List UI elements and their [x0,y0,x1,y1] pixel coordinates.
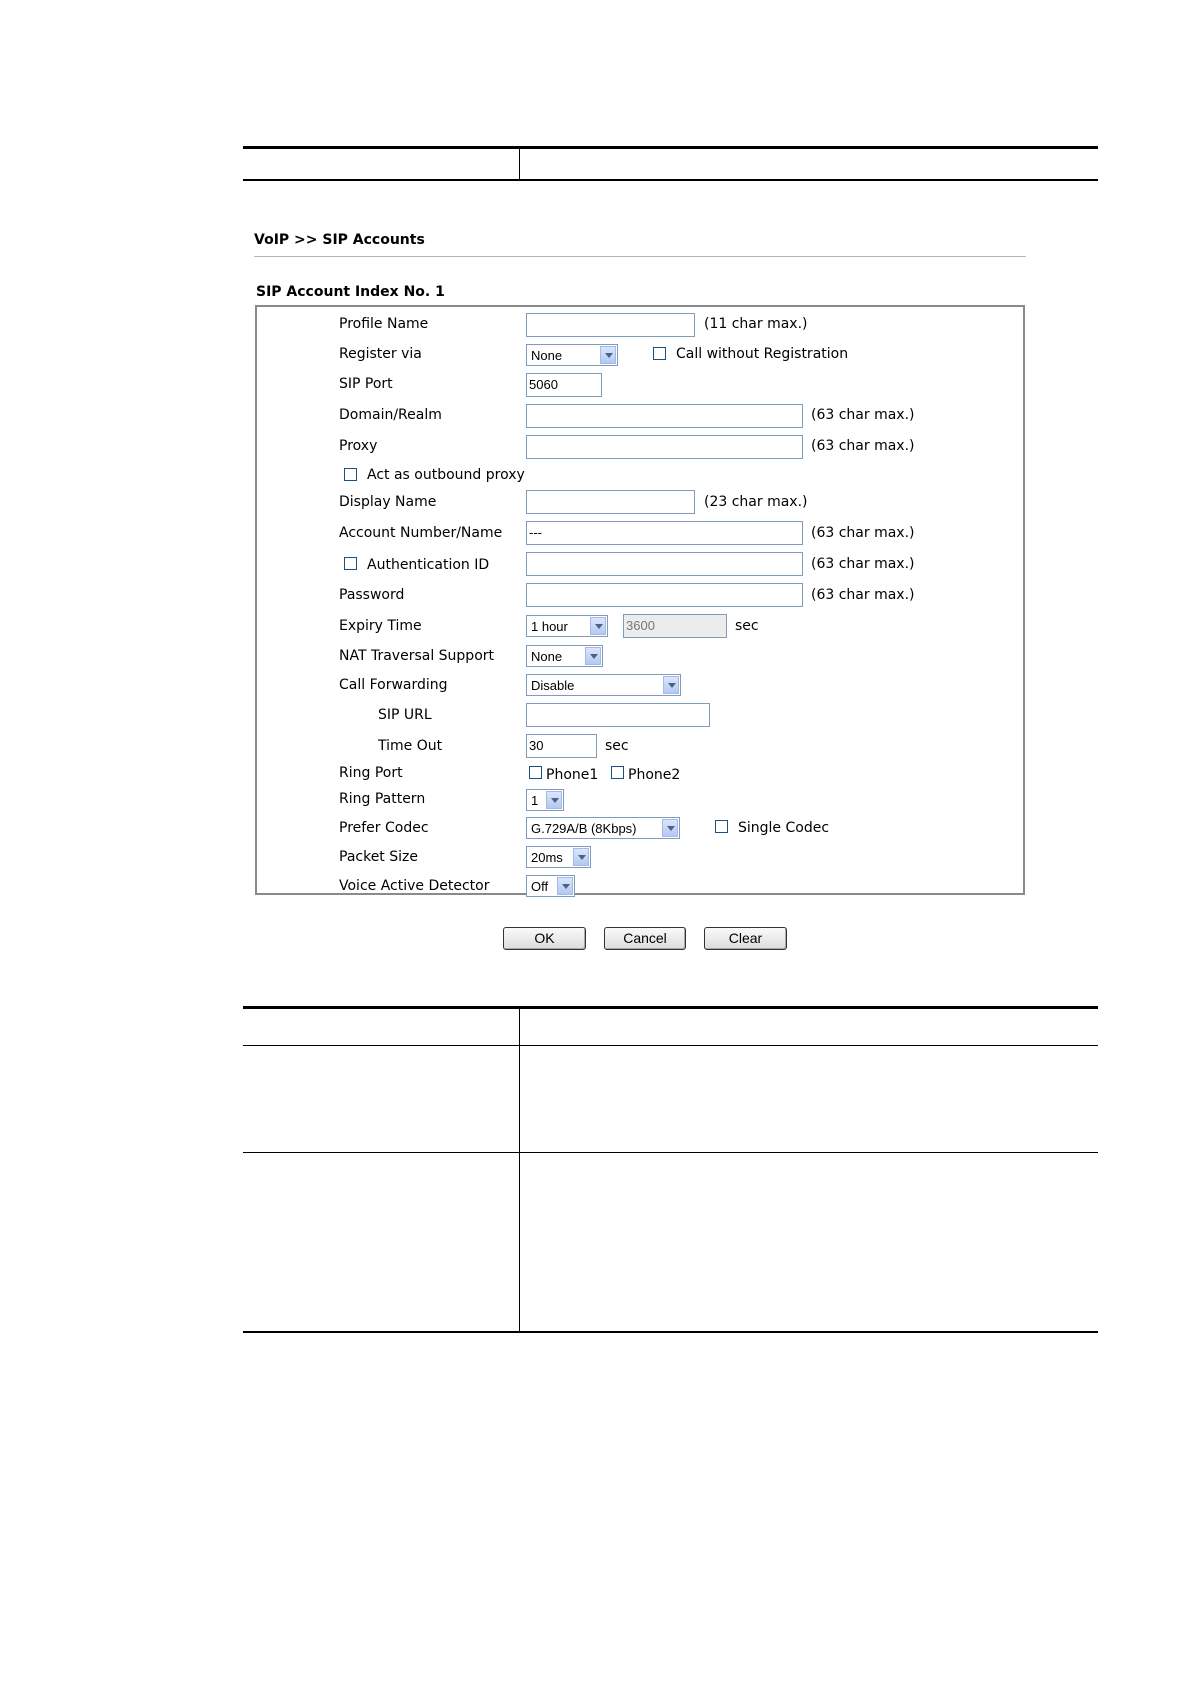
authentication-id-note: (63 char max.) [811,556,915,572]
single-codec-checkbox[interactable] [715,820,728,833]
act-as-outbound-proxy-label: Act as outbound proxy [367,467,525,483]
chevron-down-icon [585,647,601,665]
expiry-seconds-unit: sec [735,618,759,634]
breadcrumb-divider [254,256,1026,257]
chevron-down-icon [663,676,679,694]
chevron-down-icon [662,819,678,837]
packet-size-label: Packet Size [339,849,418,865]
password-label: Password [339,587,405,603]
expiry-time-value: 1 hour [531,619,568,634]
display-name-input[interactable] [526,490,695,514]
register-via-select[interactable] [526,344,618,366]
ring-port-label: Ring Port [339,765,403,781]
nat-traversal-label: NAT Traversal Support [339,648,495,664]
profile-name-input[interactable] [526,313,695,337]
domain-realm-note: (63 char max.) [811,407,915,423]
chevron-down-icon [573,848,589,866]
domain-realm-input[interactable] [526,404,803,428]
sip-url-label: SIP URL [378,707,432,723]
ring-port-phone2-label: Phone2 [628,767,681,783]
prefer-codec-value: G.729A/B (8Kbps) [531,821,637,836]
chevron-down-icon [590,617,606,635]
chevron-down-icon [546,791,562,809]
single-codec-label: Single Codec [738,820,830,836]
ok-button[interactable]: OK [503,927,586,950]
ring-pattern-value: 1 [531,793,539,808]
sip-url-input[interactable] [526,703,710,727]
top-table-divider [519,148,520,179]
authentication-id-checkbox[interactable] [344,557,357,570]
ring-pattern-label: Ring Pattern [339,791,426,807]
clear-button[interactable]: Clear [704,927,787,950]
sip-port-input[interactable]: 5060 [526,373,602,397]
password-note: (63 char max.) [811,587,915,603]
voice-active-detector-value: Off [531,879,549,894]
top-table-bottom-rule [243,179,1098,181]
act-as-outbound-proxy-checkbox[interactable] [344,468,357,481]
proxy-label: Proxy [339,438,378,454]
authentication-id-input[interactable] [526,552,803,576]
bottom-table-row-rule-2 [243,1152,1098,1153]
cancel-button[interactable]: Cancel [604,927,686,950]
time-out-input[interactable]: 30 [526,734,597,758]
ring-port-phone1-checkbox[interactable] [529,766,542,779]
voice-active-detector-label: Voice Active Detector [339,878,490,894]
bottom-table-divider [519,1008,520,1333]
proxy-input[interactable] [526,435,803,459]
ring-pattern-select[interactable] [526,789,564,811]
time-out-unit: sec [605,738,629,754]
proxy-note: (63 char max.) [811,438,915,454]
nat-traversal-value: None [531,649,563,664]
display-name-note: (23 char max.) [704,494,808,510]
account-number-label: Account Number/Name [339,525,503,541]
bottom-table-bottom-rule [243,1331,1098,1333]
voice-active-detector-select[interactable] [526,875,575,897]
expiry-seconds-input: 3600 [623,614,727,638]
call-forwarding-label: Call Forwarding [339,677,448,693]
top-table-top-rule [243,146,1098,149]
register-via-label: Register via [339,346,422,362]
authentication-id-label: Authentication ID [367,557,490,573]
expiry-time-select[interactable] [526,615,608,637]
chevron-down-icon [600,346,616,364]
chevron-down-icon [557,877,573,895]
expiry-time-label: Expiry Time [339,618,422,634]
section-title: SIP Account Index No. 1 [256,284,445,300]
display-name-label: Display Name [339,494,437,510]
ring-port-phone1-label: Phone1 [546,767,599,783]
account-number-input[interactable]: --- [526,521,803,545]
call-forwarding-value: Disable [531,678,575,693]
sip-port-label: SIP Port [339,376,393,392]
packet-size-select[interactable] [526,846,591,868]
profile-name-label: Profile Name [339,316,429,332]
breadcrumb: VoIP >> SIP Accounts [254,232,425,248]
account-number-note: (63 char max.) [811,525,915,541]
time-out-label: Time Out [378,738,443,754]
profile-name-note: (11 char max.) [704,316,808,332]
password-input[interactable] [526,583,803,607]
register-via-value: None [531,348,563,363]
call-forwarding-select[interactable] [526,674,681,696]
prefer-codec-select[interactable] [526,817,680,839]
nat-traversal-select[interactable] [526,645,603,667]
domain-realm-label: Domain/Realm [339,407,442,423]
prefer-codec-label: Prefer Codec [339,820,429,836]
call-without-registration-checkbox[interactable] [653,347,666,360]
call-without-registration-label: Call without Registration [676,346,849,362]
bottom-table-top-rule [243,1006,1098,1009]
packet-size-value: 20ms [531,850,563,865]
bottom-table-row-rule-1 [243,1045,1098,1046]
ring-port-phone2-checkbox[interactable] [611,766,624,779]
